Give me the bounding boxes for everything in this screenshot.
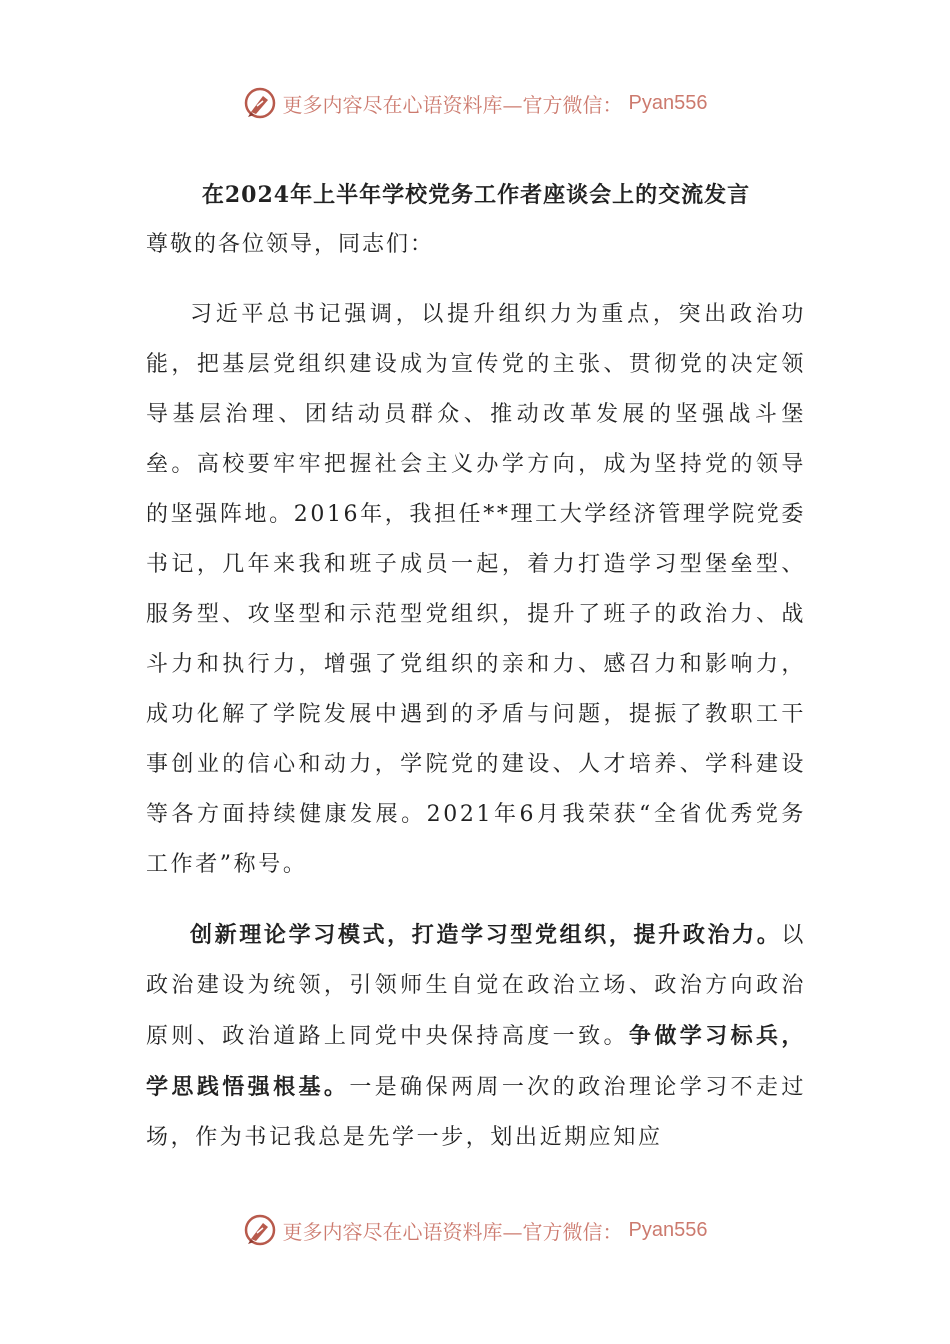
- footer-banner: [0, 1210, 950, 1250]
- section-heading: 创新理论学习模式，打造学习型党组织，提升政治力。: [190, 922, 782, 948]
- pen-nib-logo: [243, 1213, 277, 1247]
- section-text: 以政治建设为统领，引领师生自觉在政治立场、政治方向政治原则、政治道路上同党中央保持高度一致。: [146, 923, 806, 1049]
- salutation: 尊敬的各位领导，同志们：: [146, 232, 435, 257]
- pen-nib-logo: [243, 86, 277, 120]
- banner-wechat-id: Pyan556: [628, 91, 708, 114]
- subsection-heading: 争做学习标兵，学思践悟强根基。: [146, 1023, 807, 1100]
- banner-wechat-id: Pyan556: [628, 1218, 708, 1241]
- paragraph-section-one: [146, 910, 806, 1163]
- banner-text: 更多内容尽在心语资料库—官方微信：: [282, 1219, 623, 1244]
- banner-text: 更多内容尽在心语资料库—官方微信：: [282, 92, 623, 117]
- document-body: [146, 170, 806, 1183]
- subsection-text: 一是确保两周一次的政治理论学习不走过场，作为书记我总是先学一步，划出近期应知应: [146, 1075, 806, 1150]
- paragraph-intro: 习近平总书记强调，以提升组织力为重点，突出政治功能，把基层党组织建设成为宣传党的主张、贯彻党的决定领导基层治理、团结动员群众、推动改革发展的坚强战斗堡垒。高校要牢牢把握社会主义办学方向，成为坚持党的领导的坚强阵地。2016年，我担任**理工大学经济管理学院党委书记，几年来我和班子成员一起，着力打造学习型堡垒型、服务型、攻坚型和示范型党组织，提升了班子的政治力、战斗力和执行力，增强了党组织的亲和力、感召力和影响力，成功化解了学院发展中遇到的矛盾与问题，提振了教职工干事创业的信心和动力，学院党的建设、人才培养、学科建设等各方面持续健康发展。2021年6月我荣获“全省优秀党务工作者”称号。: [146, 302, 806, 877]
- header-banner: [0, 83, 950, 123]
- document-title: 在2024年上半年学校党务工作者座谈会上的交流发言: [201, 182, 751, 208]
